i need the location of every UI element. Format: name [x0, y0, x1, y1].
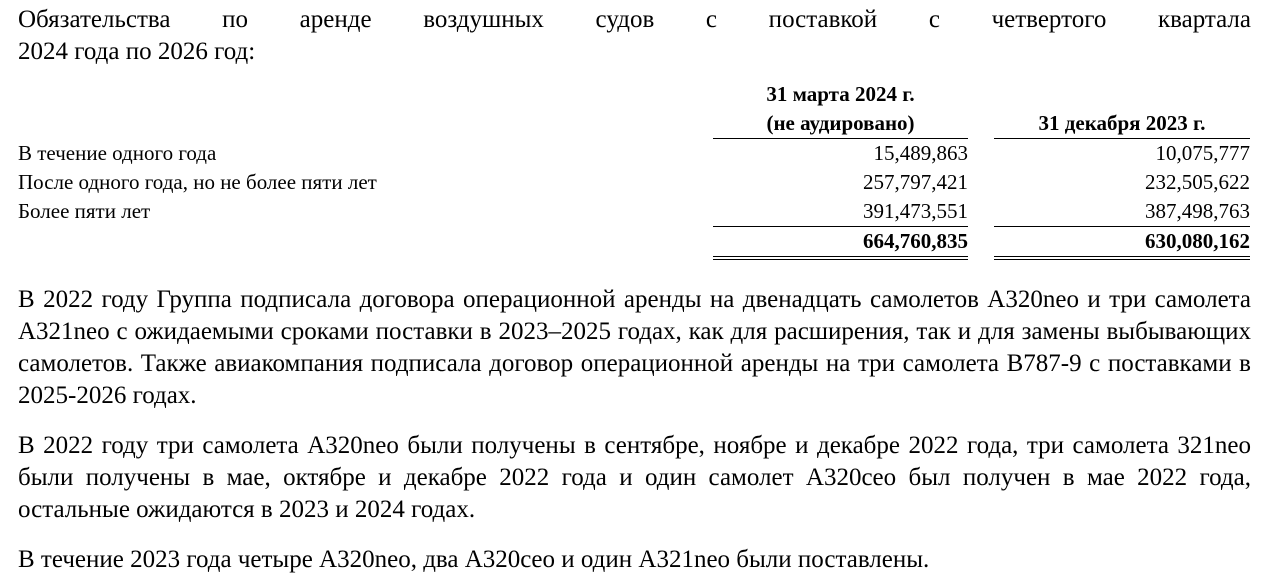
header-december-2023 — [994, 80, 1250, 139]
table-total-row — [18, 226, 1250, 260]
row-value-december-2023: 10,075,777 — [1155, 141, 1250, 165]
header-march-2024-note: (не аудировано) — [766, 111, 915, 135]
header-blank — [18, 80, 713, 139]
row-value-march-2024: 15,489,863 — [873, 141, 968, 165]
header-march-2024-date: 31 марта 2024 г. — [766, 82, 915, 106]
header-december-2023-date: 31 декабря 2023 г. — [1038, 111, 1206, 135]
lease-commitments-table — [18, 80, 1250, 260]
table-row — [18, 168, 1250, 197]
total-march-2024: 664,760,835 — [713, 226, 968, 260]
paragraph-deliveries-2023: В течение 2023 года четыре A320neo, два A320ceo и один A321neo были поставлены. — [18, 546, 930, 573]
intro-heading — [18, 4, 1251, 68]
intro-line-2: 2024 года по 2026 год: — [18, 38, 256, 65]
row-value-march-2024: 257,797,421 — [863, 170, 968, 194]
total-label-blank — [18, 226, 713, 260]
table-row — [18, 197, 1250, 226]
table-row — [18, 139, 1250, 168]
total-december-2023: 630,080,162 — [994, 226, 1250, 260]
table-header-row — [18, 80, 1250, 139]
row-value-december-2023: 387,498,763 — [1145, 199, 1250, 223]
row-value-march-2024: 391,473,551 — [863, 199, 968, 223]
paragraph-lease-agreements: В 2022 году Группа подписала договора операционной аренды на двенадцать самолетов A320neo и три самолета A321neo с ожидаемыми сроками поставки в 2023–2025 годах, как для расширения, так и для замены выбывающих самолетов. Также авиакомпания подписала договор операционной аренды на три самолета B787-9 с поставками в 2025-2026 годах. — [18, 286, 1251, 409]
header-gap — [968, 80, 994, 139]
paragraph-deliveries-2022: В 2022 году три самолета A320neo были получены в сентябре, ноябре и декабре 2022 года, три самолета 321neo были получены в мае, октябре и декабре 2022 года и один самолет A320ceo был получен в мае 2022 года, остальные ожидаются в 2023 и 2024 годах. — [18, 432, 1251, 523]
row-value-december-2023: 232,505,622 — [1145, 170, 1250, 194]
row-label: В течение одного года — [18, 141, 217, 165]
row-label: После одного года, но не более пяти лет — [18, 170, 377, 194]
header-march-2024 — [713, 80, 968, 139]
intro-line-1: Обязательства по аренде воздушных судов с поставкой с четвертого квартала — [18, 6, 1251, 33]
row-label: Более пяти лет — [18, 199, 151, 223]
